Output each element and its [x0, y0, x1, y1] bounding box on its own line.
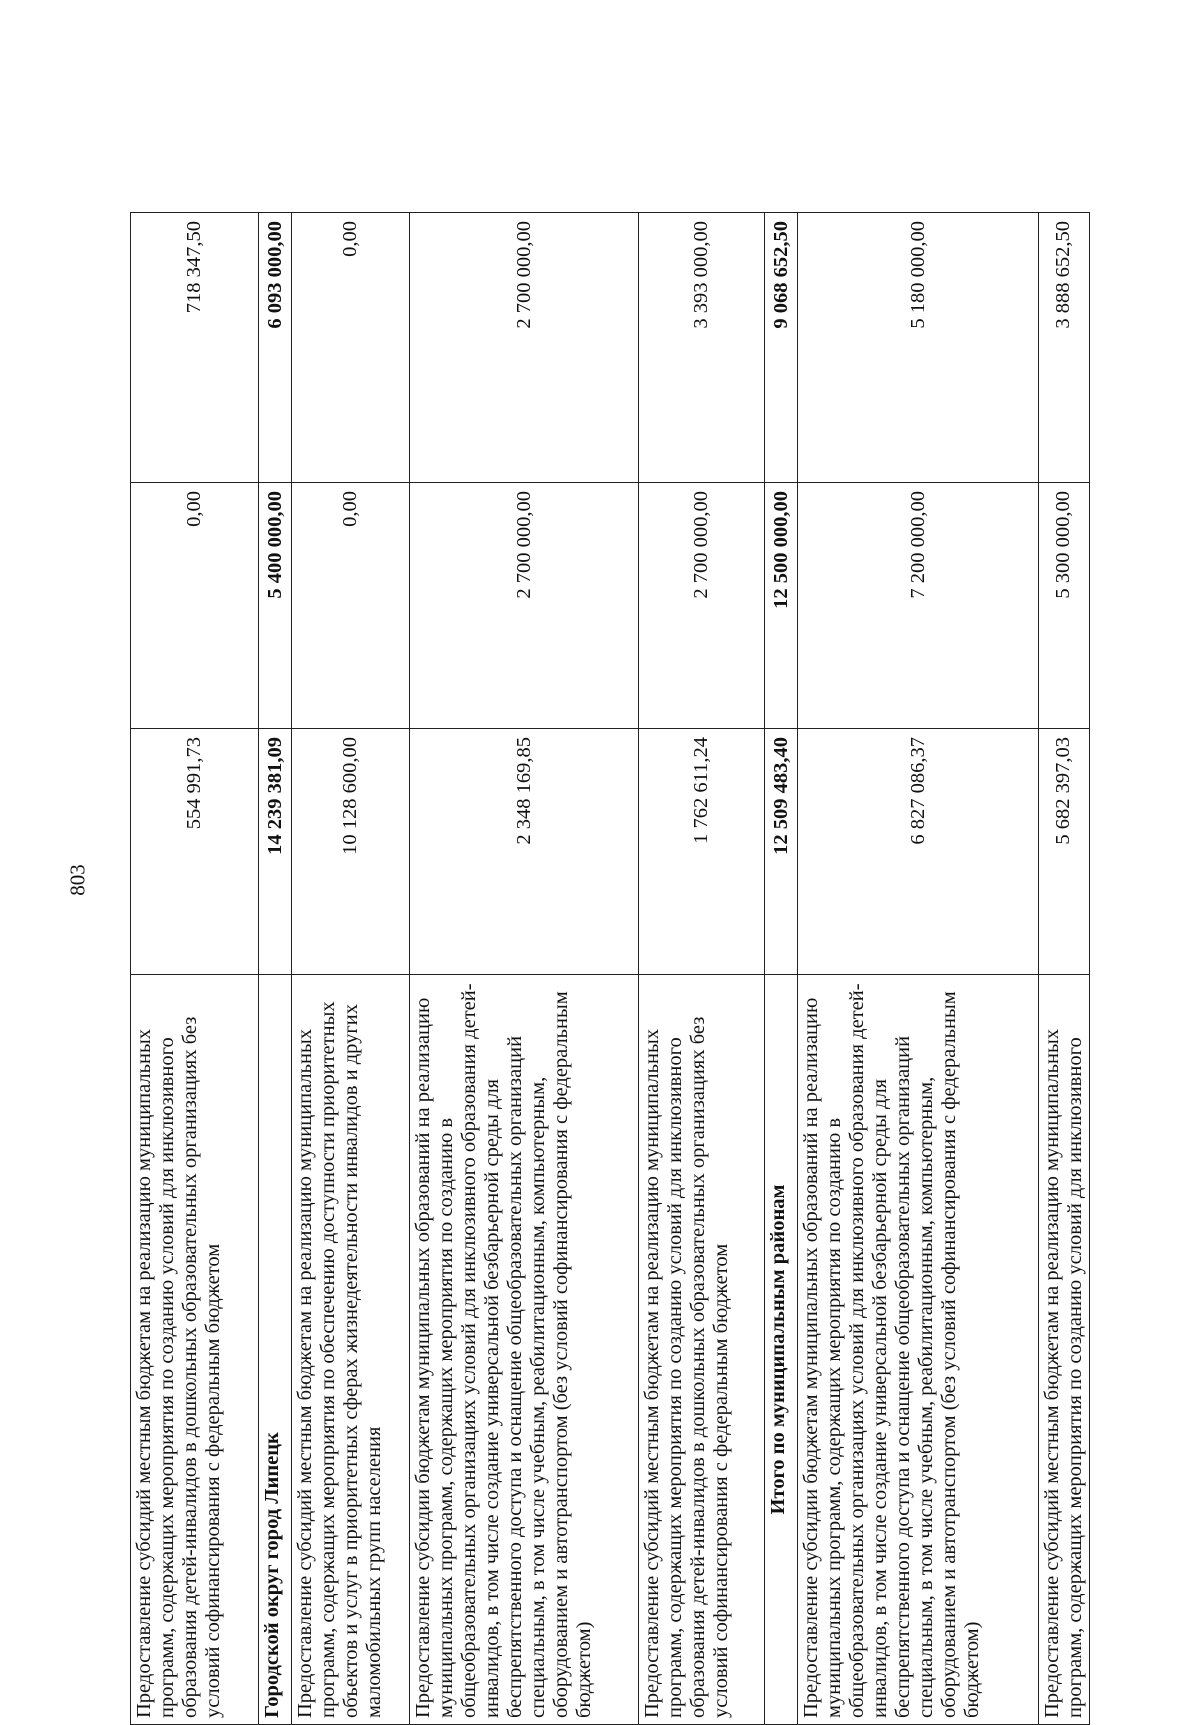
row-name: Городской округ город Липецк [259, 975, 292, 1725]
budget-table [130, 212, 1090, 1725]
row-value-2: 5 400 000,00 [259, 483, 292, 729]
row-value-3: 3 393 000,00 [639, 213, 765, 483]
row-value-3: 5 180 000,00 [798, 213, 1039, 483]
rotated-table-wrapper [130, 213, 1088, 1725]
row-value-1: 1 762 611,24 [639, 729, 765, 975]
table-row [639, 213, 765, 1725]
row-value-2: 5 300 000,00 [1039, 483, 1090, 729]
row-value-3: 3 888 652,50 [1039, 213, 1090, 483]
table-row [1039, 213, 1090, 1725]
row-value-1: 2 348 169,85 [410, 729, 639, 975]
row-name: Предоставление субсидий местным бюджетам на реализацию муниципальных программ, содержащих мероприятия по созданию условий для инклюзивного образования детей-инвалидов в дошкольных образовательных организациях без условий софинансирования с федеральным бюджетом [131, 975, 259, 1725]
row-value-3: 718 347,50 [131, 213, 259, 483]
table-row-subtotal [259, 213, 292, 1725]
row-name: Предоставление субсидии бюджетам муниципальных образований на реализацию муниципальных программ, содержащих мероприятия по созданию в общеобразовательных организациях условий для инклюзивного образования детей-инвалидов, в том числе создание универсальной безбарьерной среды для беспрепятственного доступа и оснащение общеобразовательных организаций специальным, в том числе учебным, реабилитационным, компьютерным, оборудованием и автотранспортом (без условий софинансирования с федеральным бюджетом) [798, 975, 1039, 1725]
row-value-1: 10 128 600,00 [292, 729, 410, 975]
table-row [410, 213, 639, 1725]
row-name: Предоставление субсидий местным бюджетам на реализацию муниципальных программ, содержащих мероприятия по созданию условий для инклюзивного [1039, 975, 1090, 1725]
row-name: Итого по муниципальным районам [765, 975, 798, 1725]
row-value-3: 0,00 [292, 213, 410, 483]
row-value-1: 6 827 086,37 [798, 729, 1039, 975]
row-value-2: 7 200 000,00 [798, 483, 1039, 729]
row-name: Предоставление субсидии бюджетам муниципальных образований на реализацию муниципальных программ, содержащих мероприятия по созданию в общеобразовательных организациях условий для инклюзивного образования детей-инвалидов, в том числе создание универсальной безбарьерной среды для беспрепятственного доступа и оснащение общеобразовательных организаций специальным, в том числе учебным, реабилитационным, компьютерным, оборудованием и автотранспортом (без условий софинансирования с федеральным бюджетом) [410, 975, 639, 1725]
row-value-2: 12 500 000,00 [765, 483, 798, 729]
row-name: Предоставление субсидий местным бюджетам на реализацию муниципальных программ, содержащих мероприятия по обеспечению доступности приоритетных объектов и услуг в приоритетных сферах жизнедеятельности инвалидов и других маломобильных групп населения [292, 975, 410, 1725]
table-row [131, 213, 259, 1725]
row-value-3: 2 700 000,00 [410, 213, 639, 483]
table-row [292, 213, 410, 1725]
row-value-1: 14 239 381,09 [259, 729, 292, 975]
row-value-3: 9 068 652,50 [765, 213, 798, 483]
table-row-total [765, 213, 798, 1725]
row-value-3: 6 093 000,00 [259, 213, 292, 483]
page-number: 803 [65, 864, 90, 896]
row-value-1: 554 991,73 [131, 729, 259, 975]
table-row [798, 213, 1039, 1725]
row-value-2: 2 700 000,00 [639, 483, 765, 729]
row-value-2: 0,00 [131, 483, 259, 729]
row-name: Предоставление субсидий местным бюджетам на реализацию муниципальных программ, содержащих мероприятия по созданию условий для инклюзивного образования детей-инвалидов в дошкольных образовательных организациях без условий софинансирования с федеральным бюджетом [639, 975, 765, 1725]
row-value-2: 2 700 000,00 [410, 483, 639, 729]
row-value-1: 12 509 483,40 [765, 729, 798, 975]
row-value-2: 0,00 [292, 483, 410, 729]
row-value-1: 5 682 397,03 [1039, 729, 1090, 975]
